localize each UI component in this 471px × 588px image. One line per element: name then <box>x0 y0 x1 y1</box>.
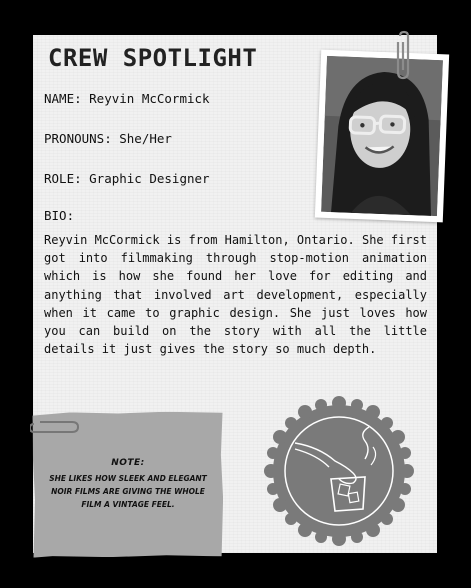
name-field: NAME: Reyvin McCormick <box>44 91 210 106</box>
bio-text: Reyvin McCormick is from Hamilton, Ontario. She first got into filmmaking through stop-motion animation which is how she found her love for editing and anything that involved art development, especially when it came to graphic design. She just loves how you can build on the story with all the little details it just gives the story so much depth. <box>44 233 427 357</box>
cocktail-glass-seal-icon <box>264 396 414 546</box>
note-text: SHE LIKES HOW SLEEK AND ELEGANT NOIR FILMS ARE GIVING THE WHOLE FILM A VINTAGE FEEL. <box>49 474 207 509</box>
portrait-image <box>321 56 443 216</box>
profile-photo <box>315 50 449 223</box>
page-title: CREW SPOTLIGHT <box>48 44 258 72</box>
note-paperclip-icon <box>30 416 80 436</box>
pronouns-field: PRONOUNS: She/Her <box>44 131 172 146</box>
note-heading: NOTE: <box>111 458 145 468</box>
bio-heading: BIO: <box>44 208 75 223</box>
role-field: ROLE: Graphic Designer <box>44 171 210 186</box>
paperclip-icon <box>392 30 416 82</box>
